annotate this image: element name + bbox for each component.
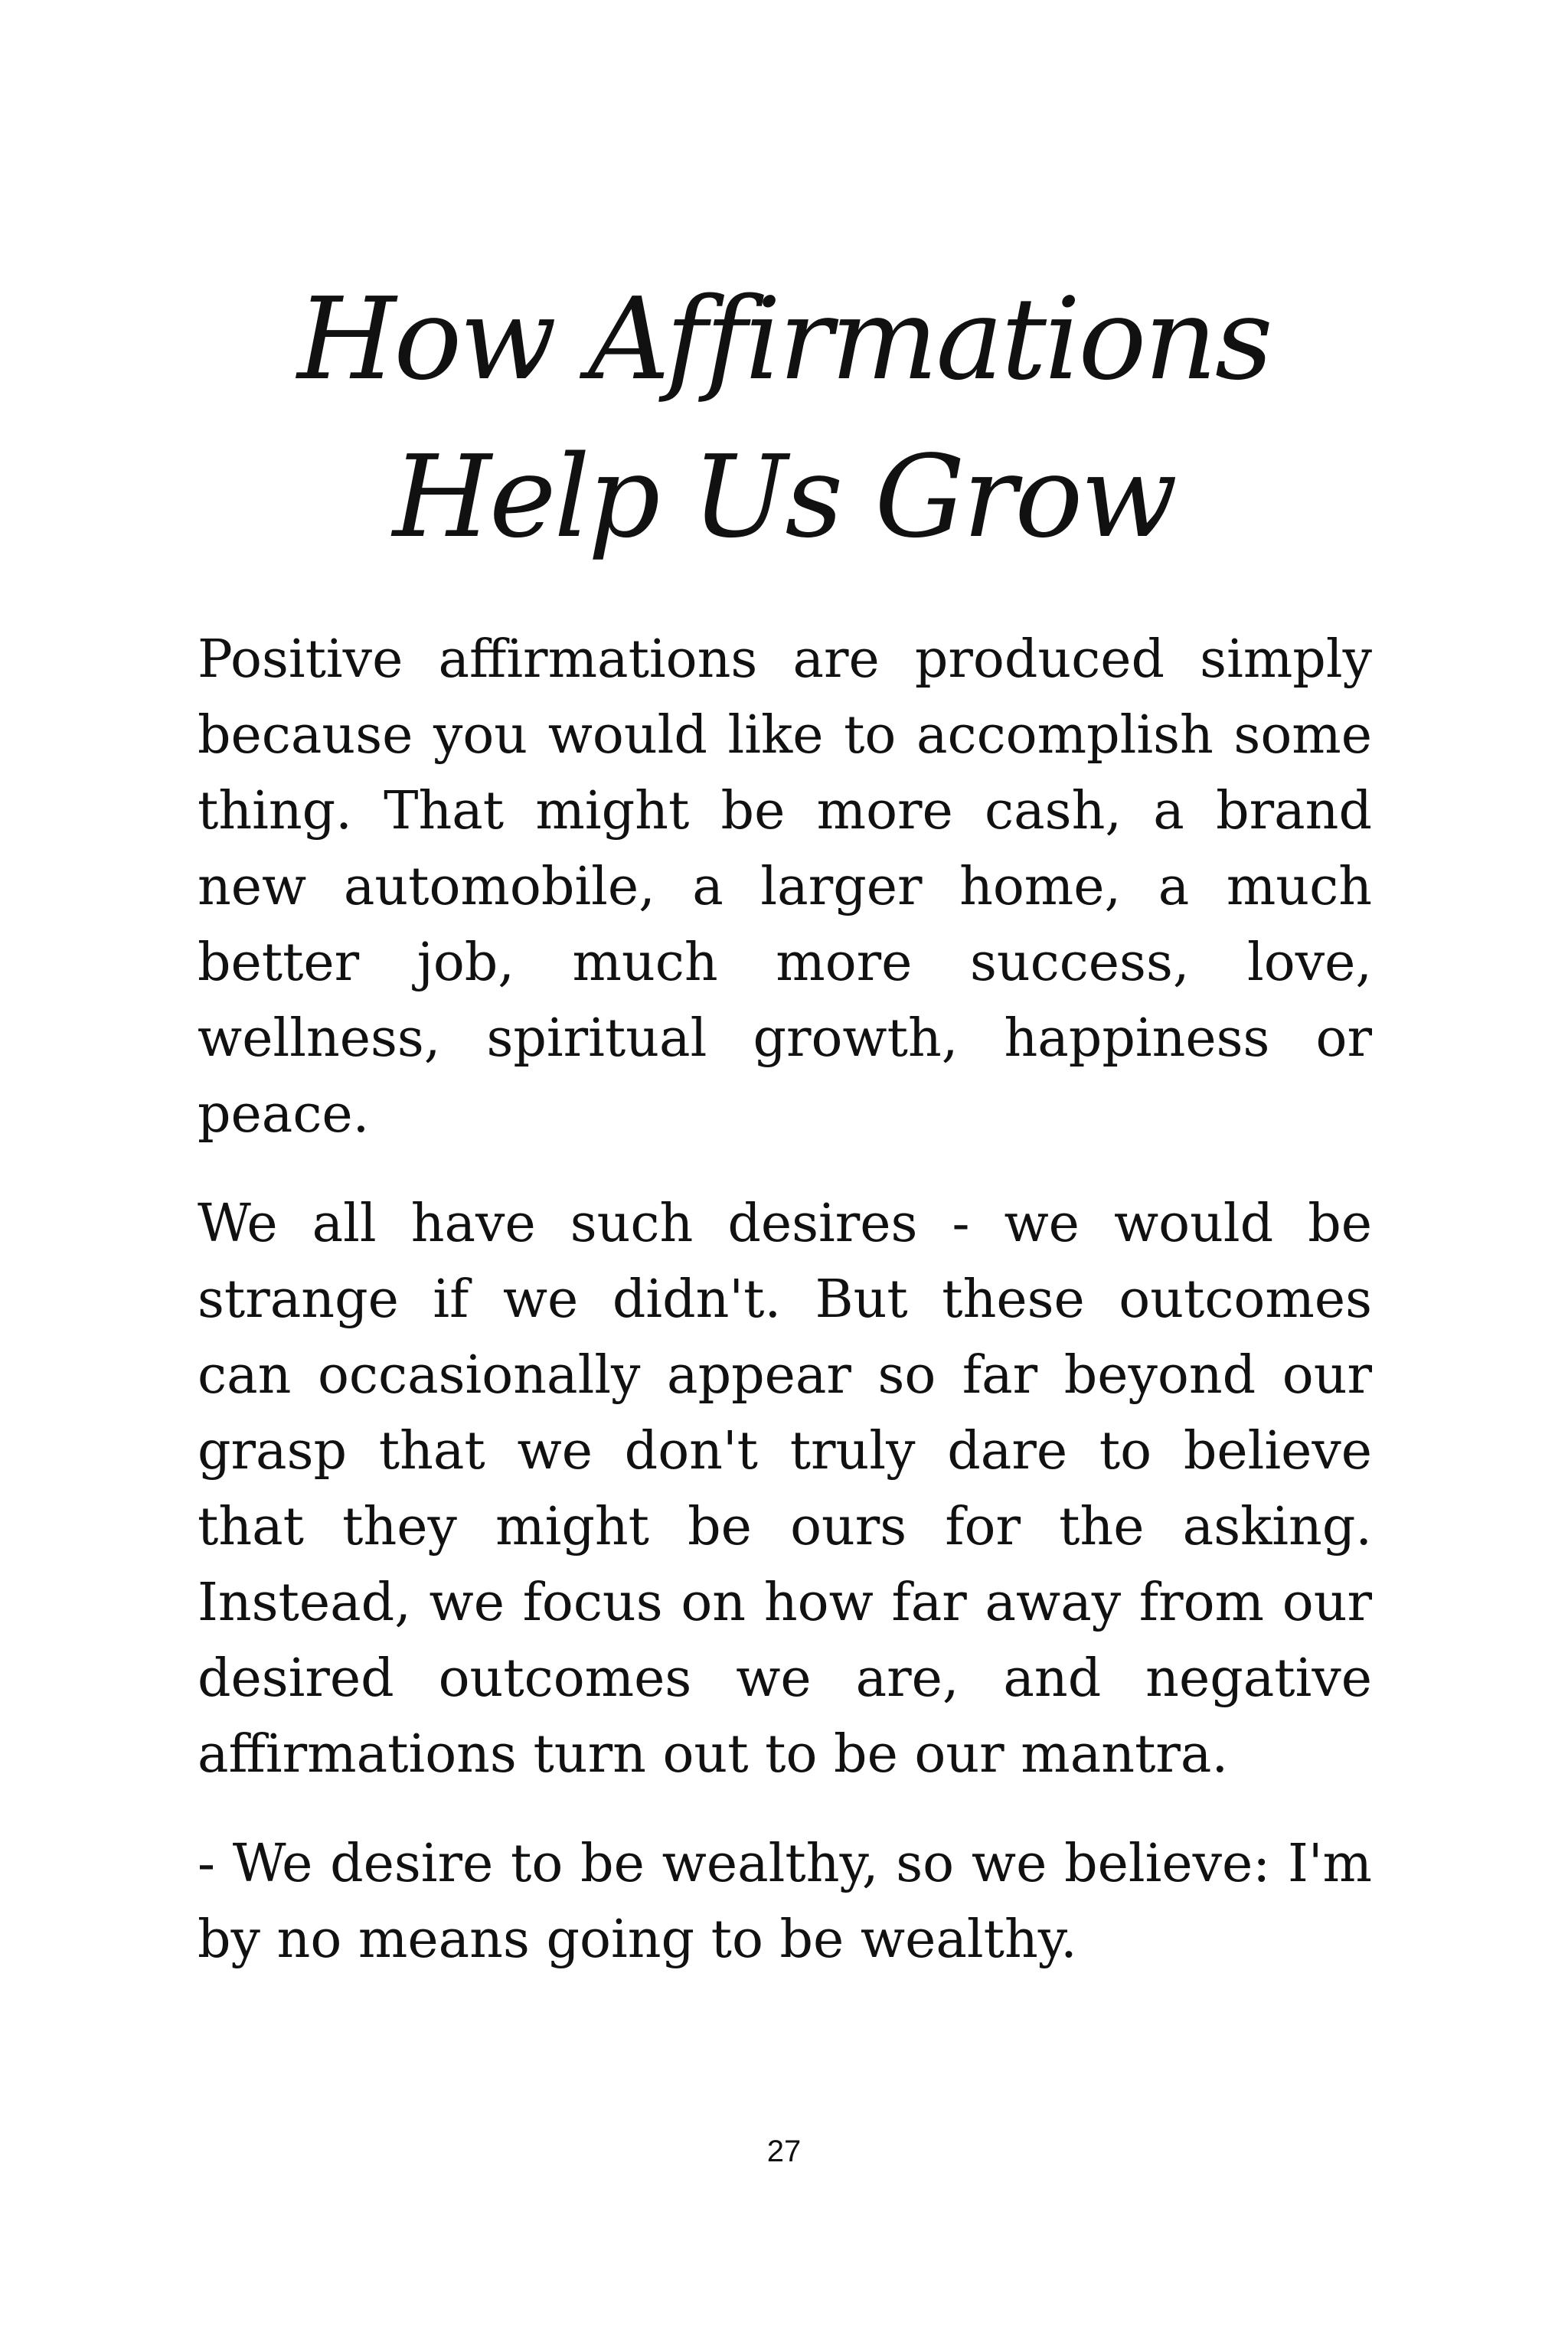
paragraph-1: Positive affirmations are produced simply because you would like to accomplish some thing. That might be more cash, a brand new automobile, a larger home, a much better job, much more success, love, wellness, spiritual growth, happiness or peace. [198, 629, 1372, 1145]
chapter-title-line-2: Help Us Grow [392, 431, 1176, 563]
page-number: 27 [766, 2135, 802, 2168]
paragraph-2: We all have such desires - we would be strange if we didn't. But these outcomes can occasionally appear so far beyond our grasp that we don't truly dare to believe that they might be ours for the asking. Instead, we focus on how far away from our desired outcomes we are, and negative affirmations turn out to be our mantra. [198, 1194, 1372, 1785]
chapter-title-line-1: How Affirmations [297, 273, 1271, 405]
paragraph-3: - We desire to be wealthy, so we believe: I'm by no means going to be wealthy. [198, 1834, 1372, 1970]
chapter-title [153, 260, 1415, 576]
body-text [198, 622, 1372, 2011]
